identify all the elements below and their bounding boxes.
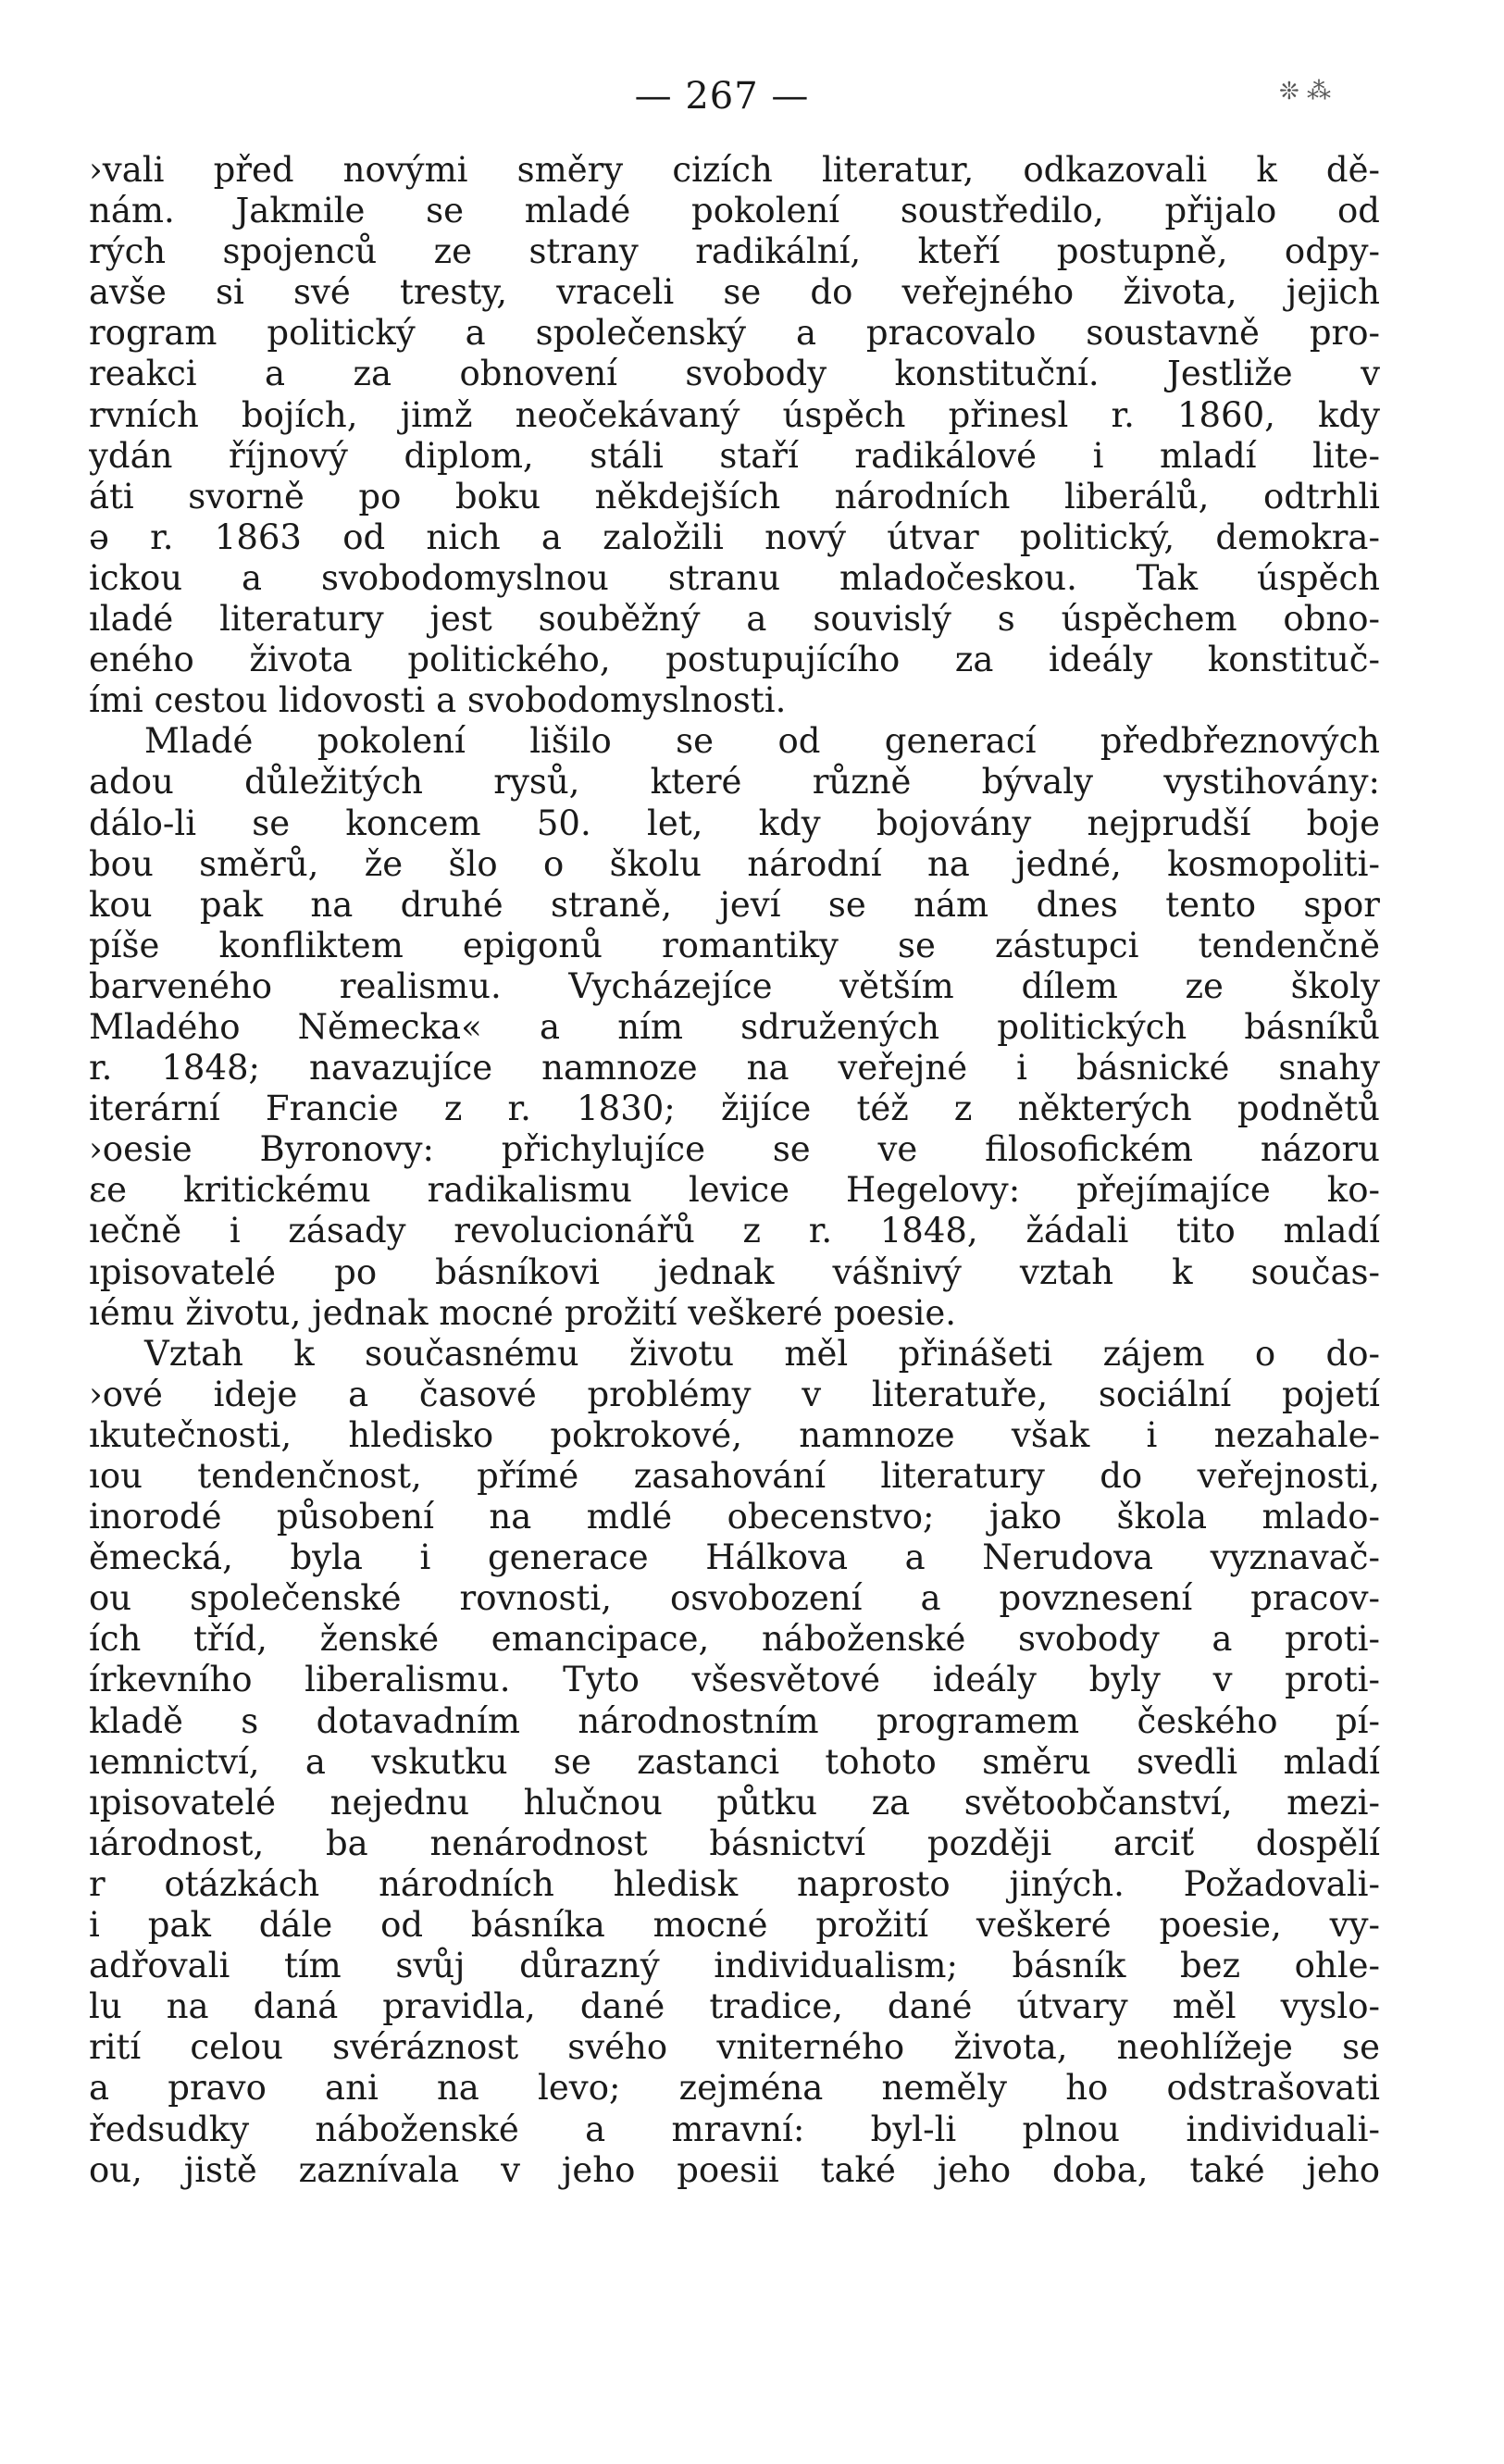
text-line: píše konfliktem epigonů romantiky se zástupci tendenčně [89, 925, 1380, 965]
text-line: ıou tendenčnost, přímé zasahování literatury do veřejnosti, [89, 1456, 1380, 1496]
text-line: ›vali před novými směry cizích literatur, odkazovali k dě- [89, 150, 1380, 190]
text-line: adřovali tím svůj důrazný individualism; básník bez ohle- [89, 1946, 1380, 1986]
text-line: eného života politického, postupujícího za ideály konstituč- [89, 640, 1380, 680]
text-line: ěmecká, byla i generace Hálkova a Nerudova vyznavač- [89, 1537, 1380, 1578]
text-line: reakci a za obnovení svobody konstituční. Jestliže v [89, 354, 1380, 394]
page-header [0, 72, 1504, 128]
text-line: ıemnictví, a vskutku se zastanci tohoto směru svedli mladí [89, 1741, 1380, 1782]
text-line: ɛe kritickému radikalismu levice Hegelovy: přejímajíce ko- [89, 1170, 1380, 1211]
text-line: r. 1848; navazujíce namnoze na veřejné i básnické snahy [89, 1048, 1380, 1089]
text-line-paragraph-start: Mladé pokolení lišilo se od generací předbřeznových [144, 721, 1380, 762]
text-line: ıpisovatelé po básníkovi jednak vášnivý vztah k součas- [89, 1251, 1380, 1292]
text-line: áti svorně po boku někdejších národních liberálů, odtrhli [89, 476, 1380, 516]
text-line: rých spojenců ze strany radikální, kteří postupně, odpy- [89, 231, 1380, 272]
corner-mark: ❊ ⁂ [1279, 78, 1332, 106]
text-line: ıpisovatelé nejednu hlučnou půtku za světoobčanství, mezi- [89, 1782, 1380, 1823]
text-line-paragraph-end: ími cestou lidovosti a svobodomyslnosti. [89, 680, 787, 721]
text-line: i pak dále od básníka mocné prožití veškeré poesie, vy- [89, 1905, 1380, 1946]
text-line: ıečně i zásady revolucionářů z r. 1848, žádali tito mladí [89, 1211, 1380, 1251]
text-line: ıárodnost, ba nenárodnost básnictví později arciť dospělí [89, 1823, 1380, 1863]
text-line: avše si své tresty, vraceli se do veřejného života, jejich [89, 272, 1380, 313]
text-line: rití celou svéráznost svého vniterného života, neohlížeje se [89, 2027, 1380, 2068]
text-line: ydán říjnový diplom, stáli staří radikálové i mladí lite- [89, 435, 1380, 476]
text-line: ředsudky náboženské a mravní: byl-li plnou individuali- [89, 2109, 1380, 2149]
text-line-paragraph-end: ıému životu, jednak mocné prožití veškeré poesie. [89, 1292, 957, 1333]
text-line: rvních bojích, jimž neočekávaný úspěch přinesl r. 1860, kdy [89, 394, 1380, 435]
text-line: ə r. 1863 od nich a založili nový útvar politický, demokra- [89, 516, 1380, 557]
text-line: írkevního liberalismu. Tyto všesvětové ideály byly v proti- [89, 1660, 1380, 1700]
text-line: ›ové ideje a časové problémy v literatuře, sociální pojetí [89, 1374, 1380, 1414]
text-line: a pravo ani na levo; zejména neměly ho odstrašovati [89, 2068, 1380, 2109]
text-line: inorodé působení na mdlé obecenstvo; jako škola mlado- [89, 1497, 1380, 1537]
text-line: ıkutečnosti, hledisko pokrokové, namnoze však i nezahale- [89, 1414, 1380, 1455]
text-line: ickou a svobodomyslnou stranu mladočeskou. Tak úspěch [89, 557, 1380, 598]
text-line-paragraph-start: Vztah k současnému životu měl přinášeti zájem o do- [144, 1333, 1380, 1374]
text-line: kou pak na druhé straně, jeví se nám dnes tento spor [89, 884, 1380, 925]
text-line: kladě s dotavadním národnostním programem českého pí- [89, 1700, 1380, 1741]
page-number: — 267 — [634, 75, 810, 118]
text-line: ›oesie Byronovy: přichylujíce se ve filosofickém názoru [89, 1129, 1380, 1170]
text-line: ích tříd, ženské emancipace, náboženské svobody a proti- [89, 1619, 1380, 1660]
text-line: rogram politický a společenský a pracovalo soustavně pro- [89, 313, 1380, 354]
text-line: lu na daná pravidla, dané tradice, dané útvary měl vyslo- [89, 1986, 1380, 2027]
text-line: ıladé literatury jest souběžný a souvislý s úspěchem obno- [89, 599, 1380, 640]
text-line: iterární Francie z r. 1830; žijíce též z některých podnětů [89, 1089, 1380, 1129]
text-line: dálo-li se koncem 50. let, kdy bojovány nejprudší boje [89, 803, 1380, 843]
text-line: ou společenské rovnosti, osvobození a povznesení pracov- [89, 1578, 1380, 1619]
text-line: ou, jistě zaznívala v jeho poesii také jeho doba, také jeho [89, 2149, 1380, 2190]
text-line: barveného realismu. Vycházejíce větším dílem ze školy [89, 965, 1380, 1006]
text-line: Mladého Německa« a ním sdružených politických básníků [89, 1006, 1380, 1047]
text-line: bou směrů, že šlo o školu národní na jedné, kosmopoliti- [89, 843, 1380, 884]
text-line: r otázkách národních hledisk naprosto jiných. Požadovali- [89, 1863, 1380, 1904]
text-line: adou důležitých rysů, které různě bývaly vystihovány: [89, 762, 1380, 803]
text-line: nám. Jakmile se mladé pokolení soustředilo, přijalo od [89, 191, 1380, 231]
body-text [89, 150, 1380, 2191]
